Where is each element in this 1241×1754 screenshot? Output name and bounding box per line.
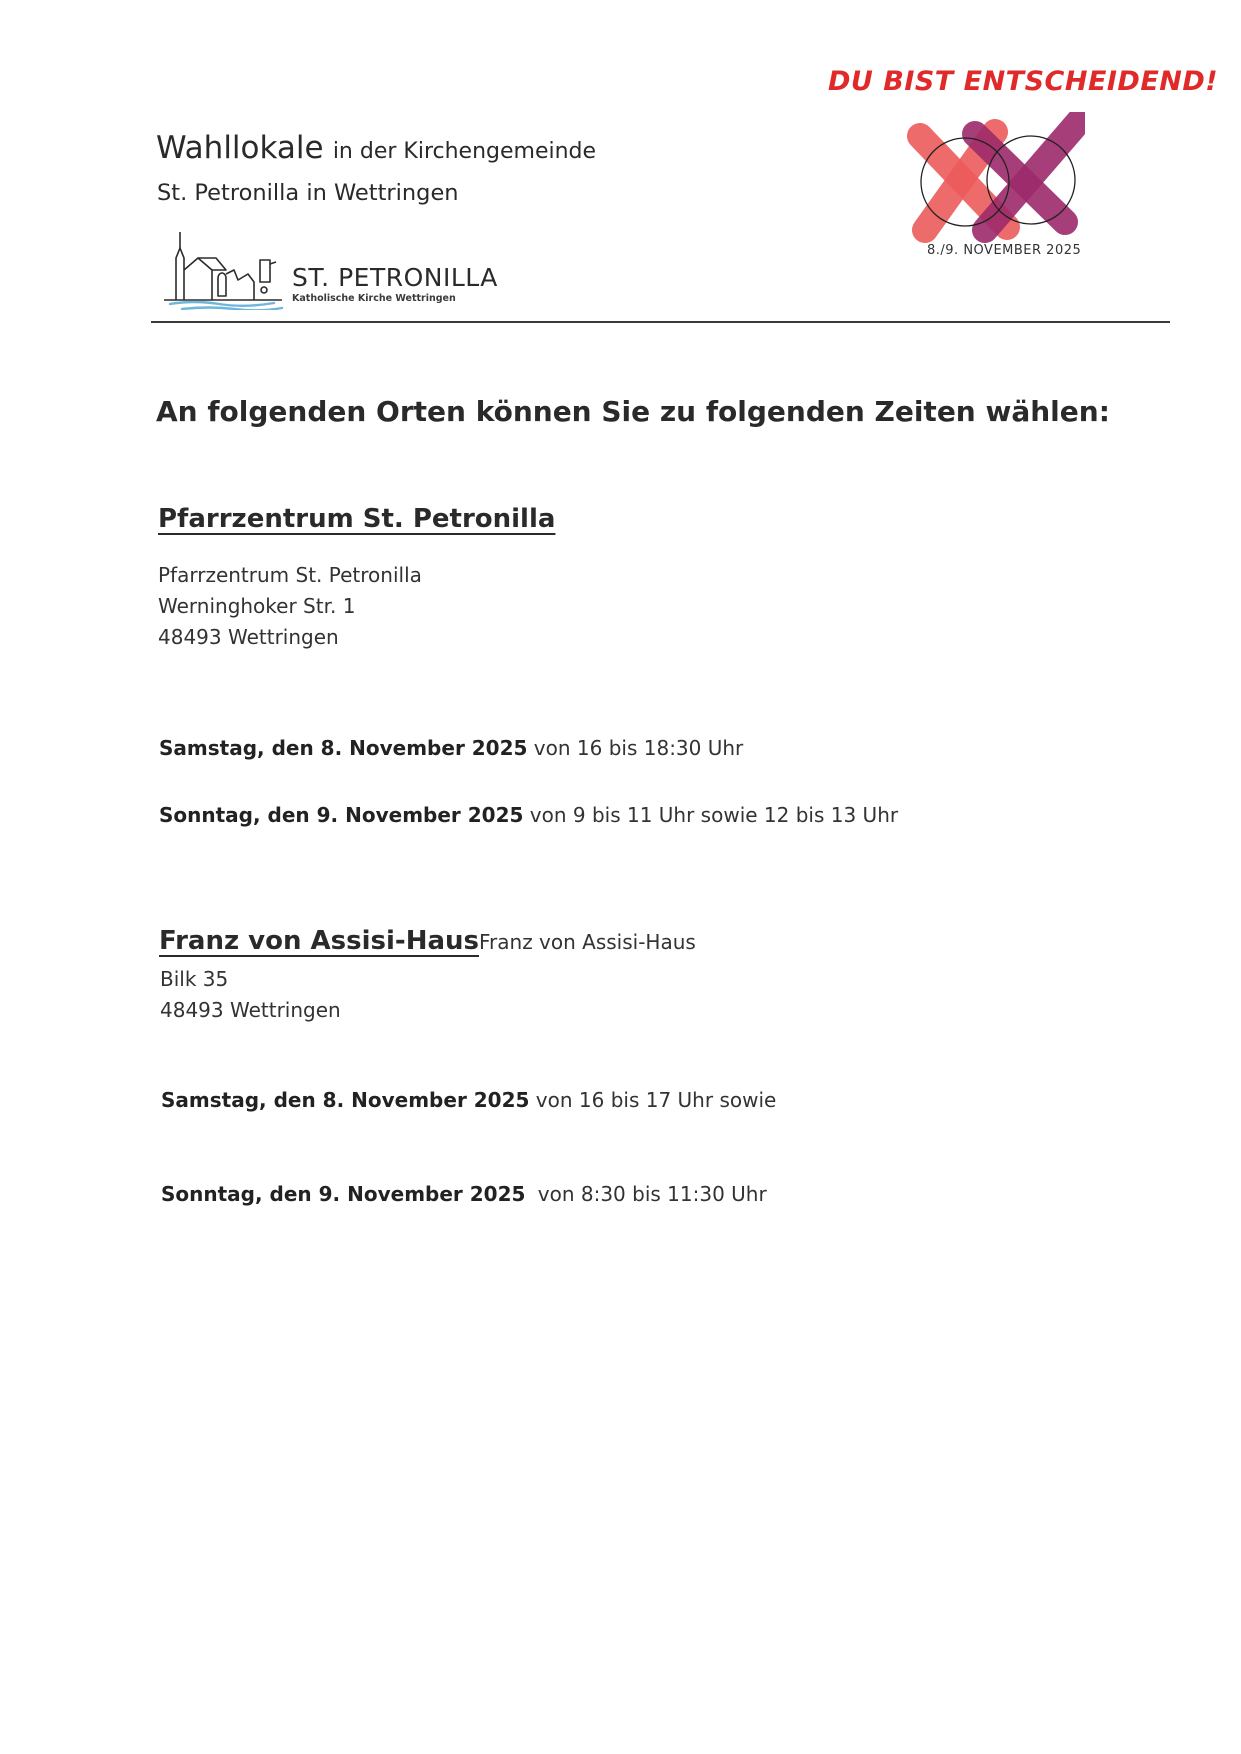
- logo-subtitle: Katholische Kirche Wettringen: [292, 293, 456, 304]
- address-line: Bilk 35: [160, 967, 229, 991]
- title-bold: Wahllokale: [156, 130, 324, 166]
- time-slot: [159, 736, 743, 760]
- address-line: 48493 Wettringen: [160, 998, 341, 1022]
- time-hours: von 9 bis 11 Uhr sowie 12 bis 13 Uhr: [529, 803, 899, 827]
- page-title: [156, 130, 596, 166]
- time-day: Samstag, den 8. November 2025: [161, 1088, 530, 1112]
- location-address-pfarrzentrum: [158, 560, 422, 653]
- church-icon: [164, 230, 289, 310]
- time-day: Samstag, den 8. November 2025: [159, 736, 528, 760]
- time-hours: von 16 bis 17 Uhr sowie: [535, 1088, 777, 1112]
- ballot-cross-icon: [895, 112, 1085, 252]
- title-rest: in der Kirchengemeinde: [332, 139, 597, 164]
- time-hours: von 16 bis 18:30 Uhr: [533, 736, 744, 760]
- header-divider: [151, 321, 1170, 323]
- time-slot: [161, 1182, 767, 1206]
- slogan: DU BIST ENTSCHEIDEND!: [828, 66, 1219, 97]
- location-heading-pfarrzentrum: Pfarrzentrum St. Petronilla: [158, 504, 556, 534]
- logo-name: ST. PETRONILLA: [292, 263, 498, 292]
- intro-text: An folgenden Orten können Sie zu folgenden Zeiten wählen:: [156, 395, 1110, 428]
- time-day: Sonntag, den 9. November 2025: [159, 803, 524, 827]
- address-line: Pfarrzentrum St. Petronilla: [158, 563, 422, 587]
- address-line: Werninghoker Str. 1: [158, 594, 356, 618]
- location-heading-assisi: Franz von Assisi-Haus: [159, 926, 479, 956]
- badge-date: 8./9. NOVEMBER 2025: [927, 243, 1082, 258]
- location-address-assisi: [160, 964, 341, 1026]
- time-hours: von 8:30 bis 11:30 Uhr: [537, 1182, 767, 1206]
- location-inline-name: Franz von Assisi-Haus: [479, 930, 696, 954]
- address-line: 48493 Wettringen: [158, 625, 339, 649]
- parish-logo: [164, 230, 498, 310]
- time-slot: [159, 803, 898, 827]
- location-heading-row: [159, 926, 696, 956]
- time-day: Sonntag, den 9. November 2025: [161, 1182, 526, 1206]
- time-slot: [161, 1088, 776, 1112]
- election-badge: [895, 112, 1085, 252]
- page-subtitle: St. Petronilla in Wettringen: [157, 180, 459, 206]
